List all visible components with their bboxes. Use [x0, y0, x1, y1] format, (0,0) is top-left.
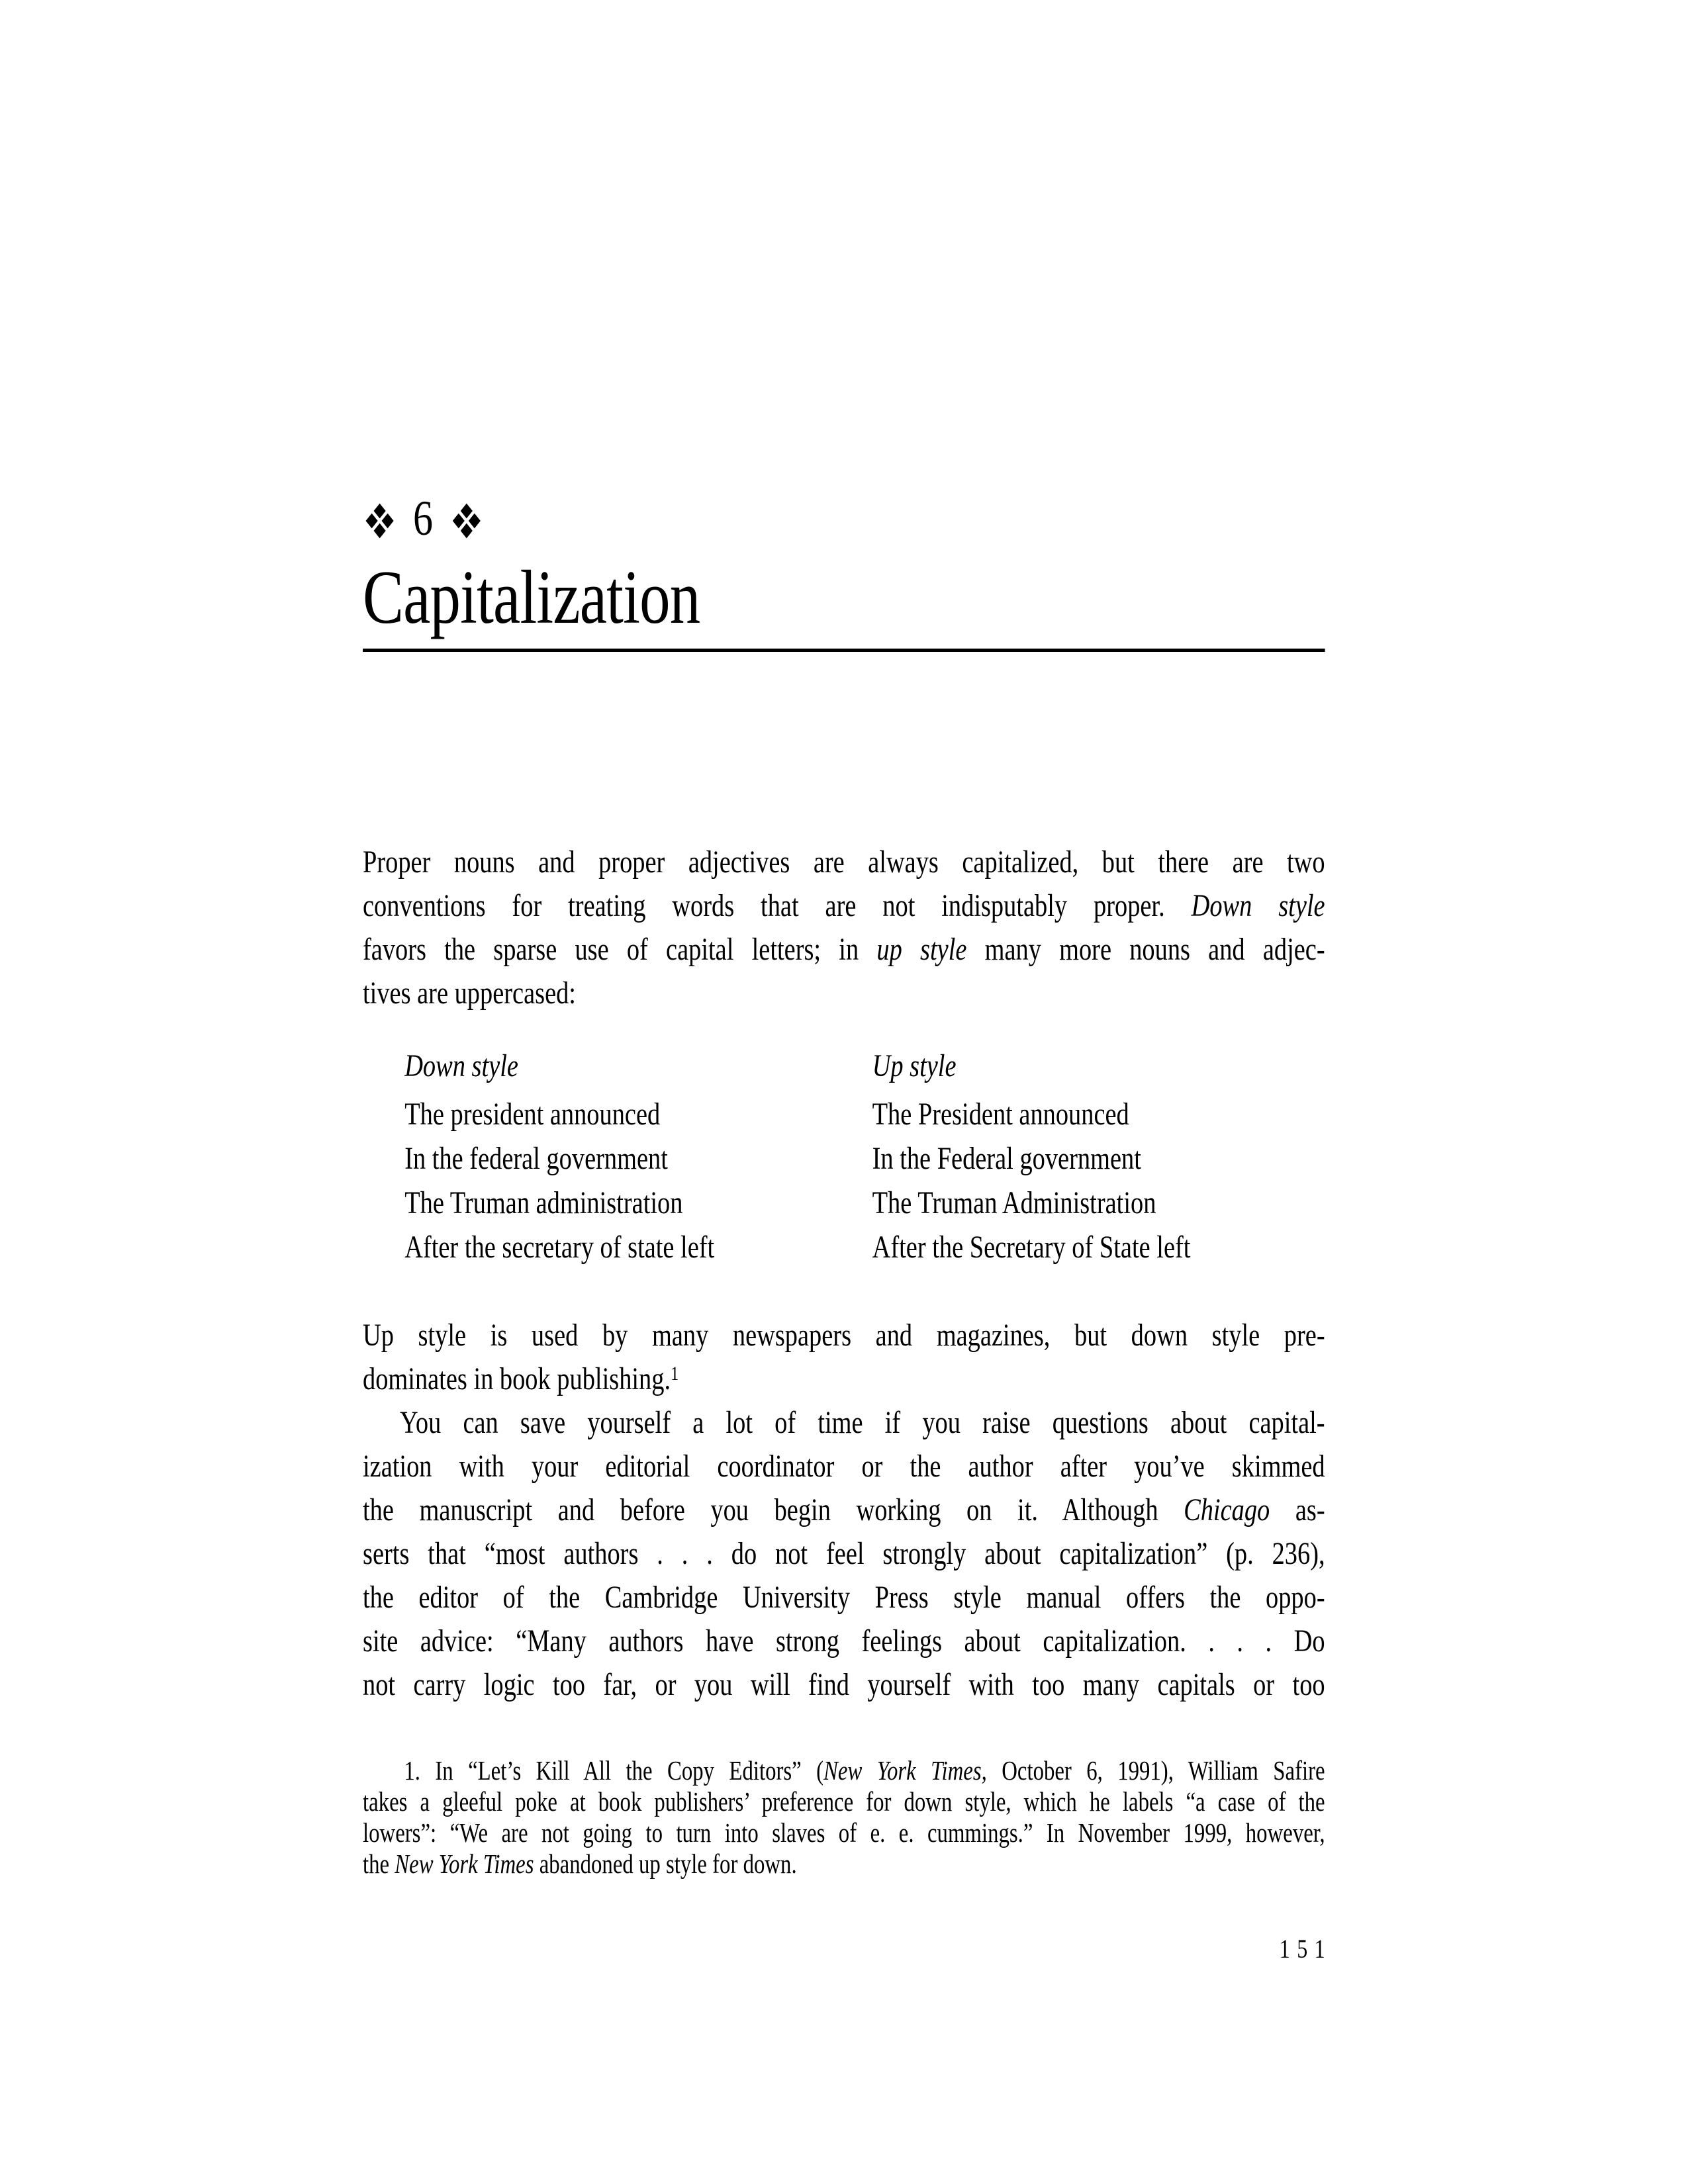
- chapter-title: Capitalization: [363, 555, 700, 640]
- italic-term: up style: [876, 932, 967, 967]
- body-text: conventions for treating words that are not indisputably proper.: [363, 888, 1192, 923]
- chapter-number: 6: [413, 491, 433, 546]
- footnote-text: 1. In “Let’s Kill All the Copy Editors” (: [404, 1755, 824, 1786]
- footnote-text: abandoned up style for down.: [534, 1848, 797, 1879]
- table-row: The President announced: [872, 1097, 1129, 1132]
- italic-term: Down style: [1191, 888, 1325, 923]
- italic-term: New York Times,: [823, 1755, 987, 1786]
- body-line: [363, 1488, 1325, 1532]
- body-line: You can save yourself a lot of time if you raise questions about capital-: [400, 1405, 1325, 1440]
- footnote-line: takes a gleeful poke at book publishers’ preference for down style, which he labels “a case of the: [363, 1786, 1325, 1817]
- table-row: In the federal government: [404, 1141, 668, 1176]
- down-style-column-header: Down style: [404, 1048, 518, 1083]
- table-row: The Truman administration: [404, 1185, 683, 1220]
- footnote-text: October 6, 1991), William Safire: [986, 1755, 1325, 1786]
- page-number: 151: [1279, 1934, 1332, 1964]
- body-paragraph: [363, 1401, 1325, 1707]
- body-text: dominates in book publishing.: [363, 1361, 671, 1396]
- body-paragraph: [363, 1314, 1325, 1401]
- intro-paragraph: [363, 841, 1325, 1015]
- up-style-column: [872, 1092, 1191, 1269]
- table-row: After the Secretary of State left: [872, 1230, 1191, 1265]
- body-line: ization with your editorial coordinator or the author after you’ve skimmed: [363, 1449, 1325, 1484]
- up-style-column-header: Up style: [872, 1048, 957, 1083]
- body-line: [363, 928, 1325, 972]
- footnote: [363, 1755, 1325, 1880]
- italic-term: Chicago: [1184, 1492, 1270, 1527]
- title-rule: [363, 649, 1325, 652]
- style-table-header: [363, 1044, 1325, 1088]
- body-text: as-: [1270, 1492, 1325, 1527]
- body-line: Proper nouns and proper adjectives are always capitalized, but there are two: [363, 844, 1325, 880]
- body-line: the editor of the Cambridge University Press style manual offers the oppo-: [363, 1580, 1325, 1615]
- text-block: [363, 0, 1332, 2184]
- table-row: The Truman Administration: [872, 1185, 1156, 1220]
- footnote-line: [363, 1848, 1325, 1880]
- footnote-line: lowers”: “We are not going to turn into slaves of e. e. cummings.” In November 1999, however,: [363, 1817, 1325, 1848]
- body-line: Up style is used by many newspapers and magazines, but down style pre-: [363, 1318, 1325, 1353]
- table-row: In the Federal government: [872, 1141, 1141, 1176]
- body-text: favors the sparse use of capital letters; in: [363, 932, 877, 967]
- body-line: not carry logic too far, or you will find yourself with too many capitals or too: [363, 1667, 1325, 1702]
- down-style-column: [404, 1092, 714, 1269]
- diamond-ornament-icon: [454, 506, 479, 536]
- footnote-line: [363, 1755, 1325, 1786]
- diamond-ornament-icon: [367, 506, 392, 536]
- body-text: the manuscript and before you begin working on it. Although: [363, 1492, 1184, 1527]
- footnote-text: the: [363, 1848, 395, 1879]
- body-line: site advice: “Many authors have strong feelings about capitalization. . . . Do: [363, 1623, 1325, 1659]
- body-line: serts that “most authors . . . do not feel strongly about capitalization” (p. 236),: [363, 1536, 1325, 1571]
- body-text: many more nouns and adjec-: [966, 932, 1325, 967]
- body-line: [363, 1357, 1325, 1401]
- table-row: The president announced: [404, 1097, 661, 1132]
- footnote-reference: 1: [671, 1363, 679, 1385]
- chapter-ornament: [367, 491, 479, 546]
- table-row: After the secretary of state left: [404, 1230, 715, 1265]
- body-line: [363, 884, 1325, 928]
- body-line: tives are uppercased:: [363, 976, 576, 1011]
- italic-term: New York Times: [395, 1848, 534, 1879]
